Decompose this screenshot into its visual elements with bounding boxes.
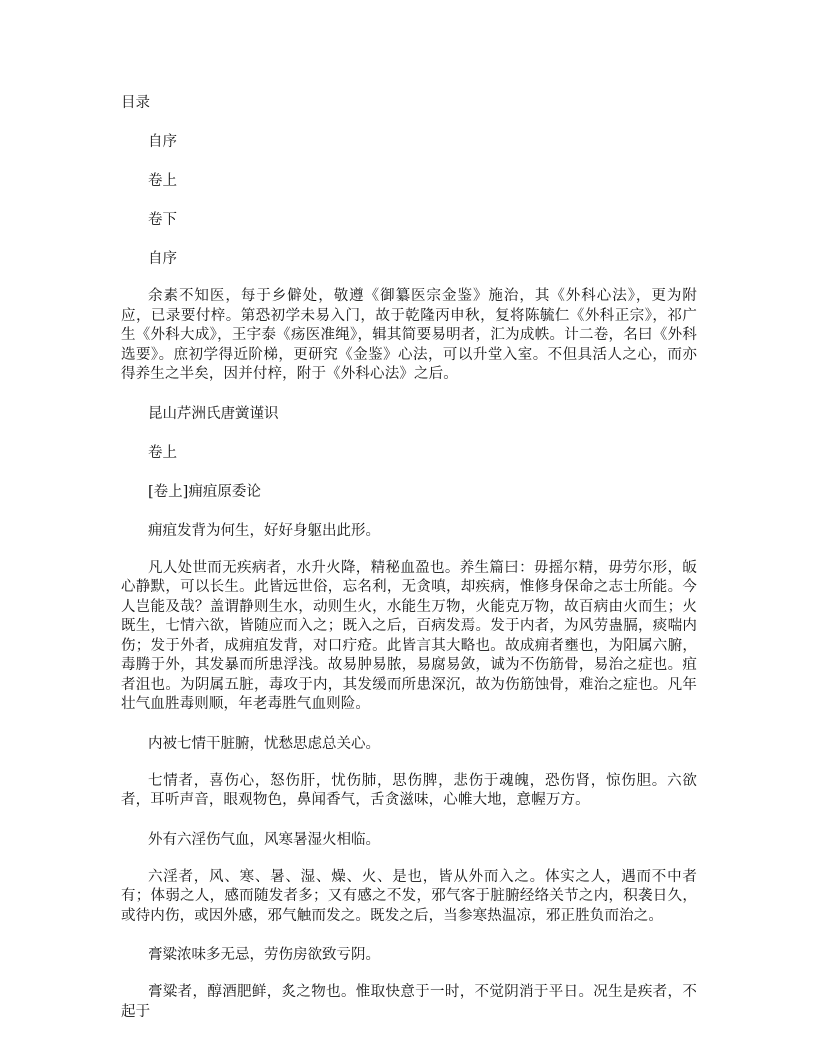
commentary-3: 六淫者，风、寒、暑、湿、燥、火、是也，皆从外而入之。体实之人，遇而不中者有；体弱之人，感而随发者多；又有感之不发，邪气客于脏腑经络关节之内，积袭日久，或待内伤，或因外感，邪气触而发之。既发之后，当参寒热温凉，邪正胜负而治之。 bbox=[121, 868, 697, 924]
commentary-1: 凡人处世而无疾病者，水升火降，精秘血盈也。养生篇曰：毋摇尔精，毋劳尔形，皈心静默，可以长生。此皆远世俗，忘名利，无贪嗔，却疾病，惟修身保命之志士所能。今人岂能及哉？盖谓静则生水，动则生火，水能生万物，火能克万物，故百病由火而生；火既生，七情六欲，皆随应而入之；既入之后，百病发焉。发于内者，为风劳蛊膈，痰喘内伤；发于外者，成痈疽发背，对口疔疮。此皆言其大略也。故成痈者壅也，为阳属六腑，毒腾于外，其发暴而所患浮浅。故易肿易脓，易腐易敛，诚为不伤筋骨，易治之症也。疽者沮也。为阴属五脏，毒攻于内，其发缓而所患深沉，故为伤筋蚀骨，难治之症也。凡年壮气血胜毒则顺，年老毒胜气血则险。 bbox=[121, 559, 697, 712]
toc-title: 目录 bbox=[121, 95, 150, 111]
preface-body: 余素不知医，每于乡僻处，敬遵《御纂医宗金鉴》施治，其《外科心法》，更为附应，已录要付梓。第恐初学未易入门，故于乾隆丙申秋，复将陈毓仁《外科正宗》，祁广生《外科大成》，王宇泰《疡医准绳》，辑其简要易明者，汇为成帙。计二卷，名曰《外科选要》。庶初学得近阶梯，更研究《金鉴》心法，可以升堂入室。不但具活人之心，而亦得养生之半矣，因并付梓，附于《外科心法》之后。 bbox=[121, 288, 697, 382]
toc-item-volume-2[interactable]: 卷下 bbox=[148, 212, 177, 228]
toc-item-preface[interactable]: 自序 bbox=[148, 134, 177, 150]
preface-heading: 自序 bbox=[148, 251, 177, 267]
verse-2: 内被七情干脏腑，忧愁思虑总关心。 bbox=[148, 735, 380, 752]
preface-signature: 昆山芹洲氏唐黉谨识 bbox=[148, 405, 279, 422]
commentary-4: 膏粱者，醇酒肥鲜，炙之物也。惟取快意于一时，不觉阴消于平日。况生是疾者，不起于 bbox=[121, 984, 697, 1020]
verse-4: 膏粱浓味多无忌，劳伤房欲致亏阴。 bbox=[148, 947, 380, 963]
volume-1-heading: 卷上 bbox=[148, 444, 177, 461]
document-page bbox=[121, 92, 697, 1022]
commentary-2: 七情者，喜伤心，怒伤肝，忧伤肺，思伤脾，悲伤于魂魄，恐伤肾，惊伤胆。六欲者，耳听声音，眼观物色，鼻闻香气，舌贪滋味，心帷大地，意幄万方。 bbox=[121, 772, 697, 808]
verse-1: 痈疽发背为何生，好好身躯出此形。 bbox=[148, 522, 380, 539]
section-title: [卷上]痈疽原委论 bbox=[148, 483, 261, 500]
verse-3: 外有六淫伤气血，风寒暑湿火相临。 bbox=[148, 831, 380, 848]
toc-item-volume-1[interactable]: 卷上 bbox=[148, 173, 177, 189]
